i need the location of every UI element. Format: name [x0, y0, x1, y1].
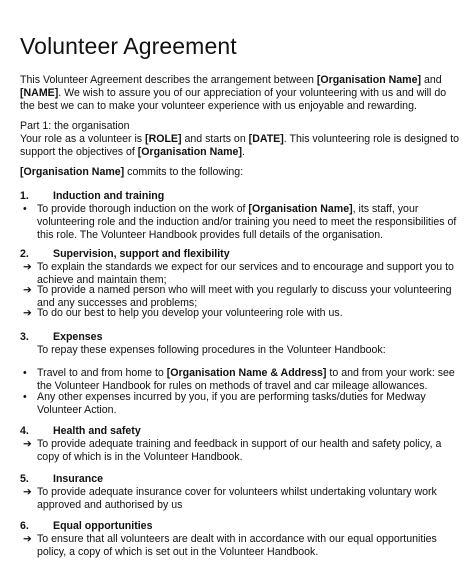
intro-paragraph: This Volunteer Agreement describes the arrangement between [Organisation Name] and [NAME]. We wish to assure you of our appreciation of your volunteering with us and will do the best we can to make your volunteer experience with us enjoyable and rewarding.: [20, 74, 447, 113]
org-name-placeholder: [Organisation Name]: [20, 166, 125, 178]
section-3-title: Expenses: [53, 331, 103, 343]
arrow-bullet-icon: ➔: [23, 438, 32, 450]
section-2-title: Supervision, support and flexibility: [53, 248, 230, 260]
section-4-item: To provide adequate training and feedback in support of our health and safety policy, a copy of which is in the Volunteer Handbook.: [37, 438, 442, 464]
org-address-placeholder: [Organisation Name & Address]: [166, 367, 327, 379]
bullet-icon: •: [23, 203, 27, 215]
date-placeholder: [DATE]: [248, 133, 284, 145]
name-placeholder: [NAME]: [20, 87, 59, 100]
section-3-item-1: Travel to and from home to [Organisation Name & Address] to and from your work: see the Volunteer Handbook for rules on methods of travel and car mileage allowances.: [37, 367, 455, 393]
section-6-title: Equal opportunities: [53, 520, 153, 532]
bullet-icon: •: [23, 367, 27, 379]
section-3-number: 3.: [20, 331, 29, 343]
section-6-item: To ensure that all volunteers are dealt with in accordance with our equal opportunities policy, a copy of which is set out in the Volunteer Handbook.: [37, 533, 437, 559]
section-3-intro: To repay these expenses following procedures in the Volunteer Handbook:: [37, 344, 386, 356]
org-name-placeholder: [Organisation Name]: [248, 203, 353, 215]
section-1-number: 1.: [20, 190, 29, 202]
section-5-number: 5.: [20, 473, 29, 485]
part1-heading: Part 1: the organisation: [20, 120, 130, 132]
arrow-bullet-icon: ➔: [23, 284, 32, 296]
section-5-title: Insurance: [53, 473, 104, 485]
section-5-item: To provide adequate insurance cover for volunteers whilst undertaking voluntary work approved and authorised by us: [37, 486, 437, 512]
section-1-item: To provide thorough induction on the work of [Organisation Name], its staff, your volunteering role and the induction and/or training you need to meet the responsibilities of this role. The Volunteer Handbook provides full details of the organisation.: [37, 203, 457, 242]
section-2-item-1: To explain the standards we expect for our services and to encourage and support you to achieve and maintain them;: [37, 261, 454, 287]
section-4-title: Health and safety: [53, 425, 141, 437]
section-1-title: Induction and training: [53, 190, 165, 202]
bullet-icon: •: [23, 391, 27, 403]
section-2-item-2: To provide a named person who will meet with you regularly to discuss your volunteering and any successes and problems;: [37, 284, 452, 310]
arrow-bullet-icon: ➔: [23, 307, 32, 319]
arrow-bullet-icon: ➔: [23, 486, 32, 498]
section-2-item-3: To do our best to help you develop your volunteering role with us.: [37, 307, 343, 319]
commits-line: [Organisation Name] commits to the following:: [20, 166, 244, 178]
org-name-placeholder: [Organisation Name]: [316, 74, 422, 86]
org-name-placeholder: [Organisation Name]: [137, 146, 242, 159]
document-title: Volunteer Agreement: [20, 33, 237, 59]
section-3-item-2: Any other expenses incurred by you, if you are performing tasks/duties for Medway Volunteer Action.: [37, 391, 426, 417]
role-placeholder: [ROLE]: [145, 133, 182, 145]
arrow-bullet-icon: ➔: [23, 261, 32, 273]
section-6-number: 6.: [20, 520, 29, 532]
section-2-number: 2.: [20, 248, 29, 260]
section-4-number: 4.: [20, 425, 29, 437]
part1-paragraph: Your role as a volunteer is [ROLE] and starts on [DATE]. This volunteering role is designed to support the objectives of [Organisation Name].: [20, 133, 460, 159]
arrow-bullet-icon: ➔: [23, 533, 32, 545]
